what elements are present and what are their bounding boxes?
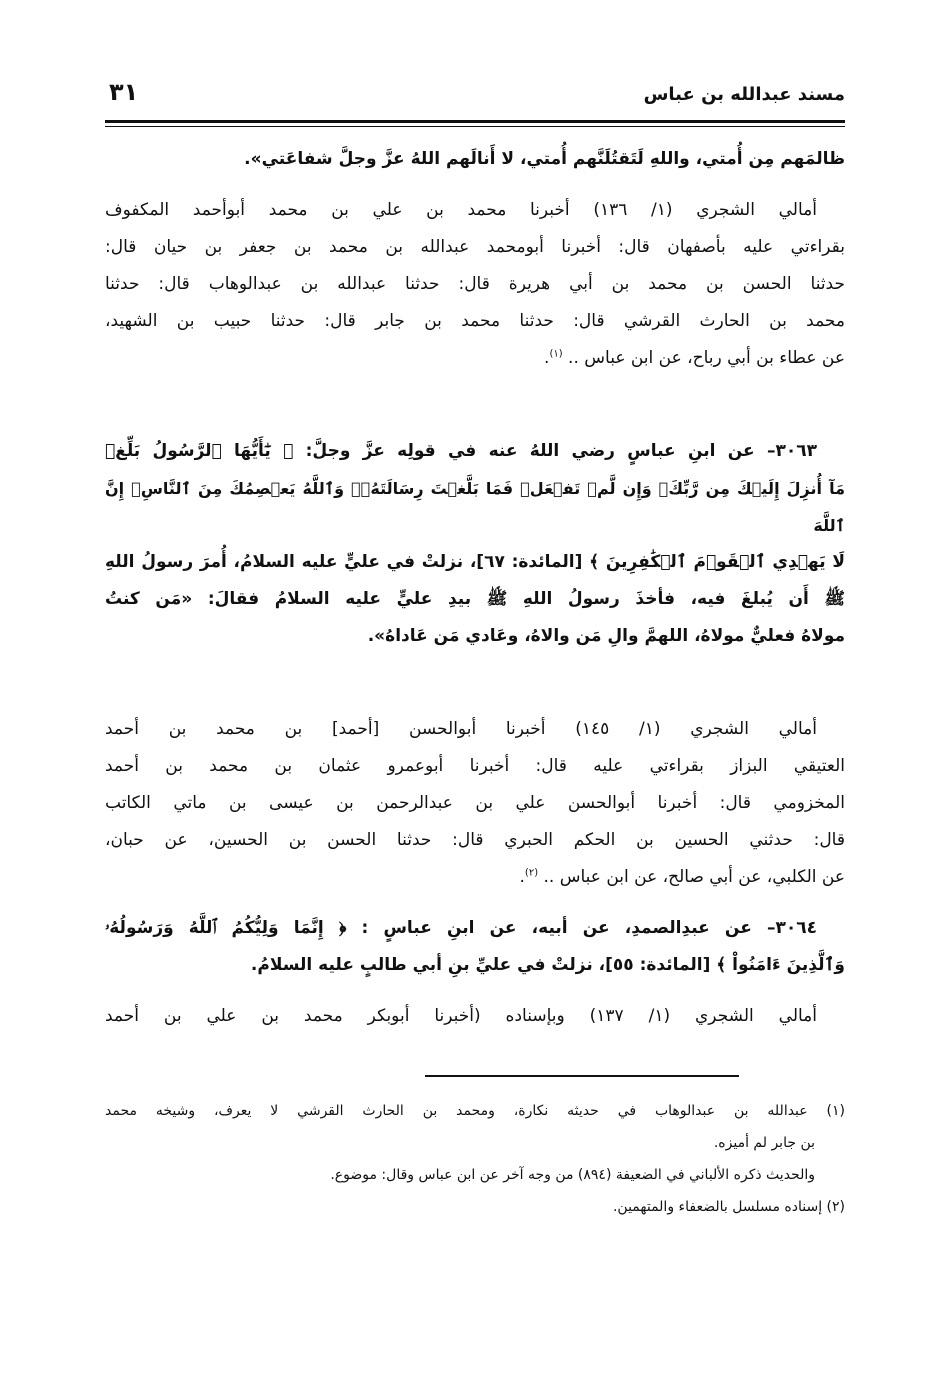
text-line: أمالي الشجري (١/ ١٤٥) أخبرنا أبوالحسن [أحمد] بن محمد بن أحمد (105, 719, 817, 739)
hadith-3064-line: ٣٠٦٤– عن عبدِالصمدِ، عن أبيه، عن ابنِ عباسٍ : ﴿ إِنَّمَا وَلِيُّكُمُ ٱللَّهُ وَرَسُولُهُۥ (105, 918, 817, 938)
footnote-ref-2: (٢) (524, 867, 539, 879)
text-line: مولاهُ فعليٌّ مولاهُ، اللهمَّ والِ مَن والاهُ، وعَادي مَن عَاداهُ». (367, 626, 845, 646)
header-rule-thick (105, 120, 845, 123)
text-line: حدثنا الحسن بن محمد بن أبي هريرة قال: حدثنا عبدالله بن عبدالوهاب قال: حدثنا (105, 274, 845, 294)
footnote-line: (١) عبدالله بن عبدالوهاب في حديثه نكارة، ومحمد بن الحارث القرشي لا يعرف، وشيخه محمد (105, 1103, 845, 1119)
hadith-3063-line: ٣٠٦٣– عن ابنِ عباسٍ رضي اللهُ عنه في قولِه عزَّ وجلَّ: ﴿ يَٰٓأَيُّهَا ٱلرَّسُولُ بَلِّغۡ (105, 441, 817, 461)
text-line-content: عن الكلبي، عن أبي صالح، عن ابن عباس .. (538, 867, 845, 887)
running-header (105, 0, 845, 120)
footnote-ref-1: (١) (549, 348, 563, 360)
text-line: قال: حدثني الحسين بن الحكم الحبري قال: حدثنا الحسن بن الحسين، عن حبان، (105, 830, 845, 850)
footnote-line: بن جابر لم أميزه. (713, 1135, 815, 1151)
text-line: بقراءتي عليه بأصفهان قال: أخبرنا أبومحمد عبدالله بن محمد بن جعفر بن حيان قال: (105, 237, 845, 257)
footnote-line: (٢) إسناده مسلسل بالضعفاء والمتهمين. (612, 1199, 845, 1215)
text-line: وَٱلَّذِينَ ءَامَنُواْ ﴾ [المائدة: ٥٥]، نزلتْ في عليِّ بنِ أبي طالبٍ عليه السلامُ. (250, 955, 845, 975)
footnote-line: والحديث ذكره الألباني في الضعيفة (٨٩٤) من وجه آخر عن ابن عباس وقال: موضوع. (330, 1167, 815, 1183)
page-number: ٣١ (109, 78, 139, 106)
text-line: ﷺ أَن يُبلغَ فيه، فأخذَ رسولُ اللهِ ﷺ بيدِ عليٍّ عليه السلامُ فقالَ: «مَن كنتُ (105, 589, 845, 609)
header-rule-thin (105, 126, 845, 127)
page-body (105, 141, 845, 1035)
text-line: عن عطاء بن أبي رباح، عن ابن عباس .. $^{(١)}$. (544, 348, 845, 368)
footnotes (105, 1095, 845, 1223)
text-line: لَا يَهۡدِي ٱلۡقَوۡمَ ٱلۡكَٰفِرِينَ ﴾ [المائدة: ٦٧]، نزلتْ في عليٍّ عليه السلامُ، أُمرَ رسولُ اللهِ (105, 552, 845, 572)
text-line: محمد بن الحارث القرشي قال: حدثنا محمد بن جابر قال: حدثنا حبيب بن الشهيد، (105, 311, 845, 331)
text-line: العتيقي البزاز بقراءتي عليه قال: أخبرنا أبوعمرو عثمان بن محمد بن أحمد (105, 756, 845, 776)
quran-line: مَآ أُنزِلَ إِلَيۡكَ مِن رَّبِّكَۖ وَإِن لَّمۡ تَفۡعَلۡ فَمَا بَلَّغۡتَ رِسَالَتَهُۥۚ وَٱللَّهُ يَعۡصِمُكَ مِنَ ٱلنَّاسِۗ إِنَّ ٱللَّهَ (105, 479, 845, 535)
text-line-content: عن عطاء بن أبي رباح، عن ابن عباس .. (562, 348, 845, 368)
text-line: أمالي الشجري (١/ ١٣٧) وبإسناده (أخبرنا أبوبكر محمد بن علي بن أحمد (105, 1006, 818, 1026)
running-header-title: مسند عبدالله بن عباس (643, 84, 845, 105)
text-line: عن الكلبي، عن أبي صالح، عن ابن عباس .. $^{(٢)}$. (519, 867, 845, 887)
text-line: أمالي الشجري (١/ ١٣٦) أخبرنا محمد بن علي بن محمد أبوأحمد المكفوف (105, 200, 817, 220)
text-line: المخزومي قال: أخبرنا أبوالحسن علي بن عبدالرحمن بن عيسى بن ماتي الكاتب (105, 793, 845, 813)
footnote-rule (425, 1075, 739, 1077)
text-line: ظالمَهم مِن أُمتي، واللهِ لَتَقتُلَنَّهم أُمتي، لا أَنالَهم اللهُ عزَّ وجلَّ شفاعَتي». (244, 149, 845, 169)
